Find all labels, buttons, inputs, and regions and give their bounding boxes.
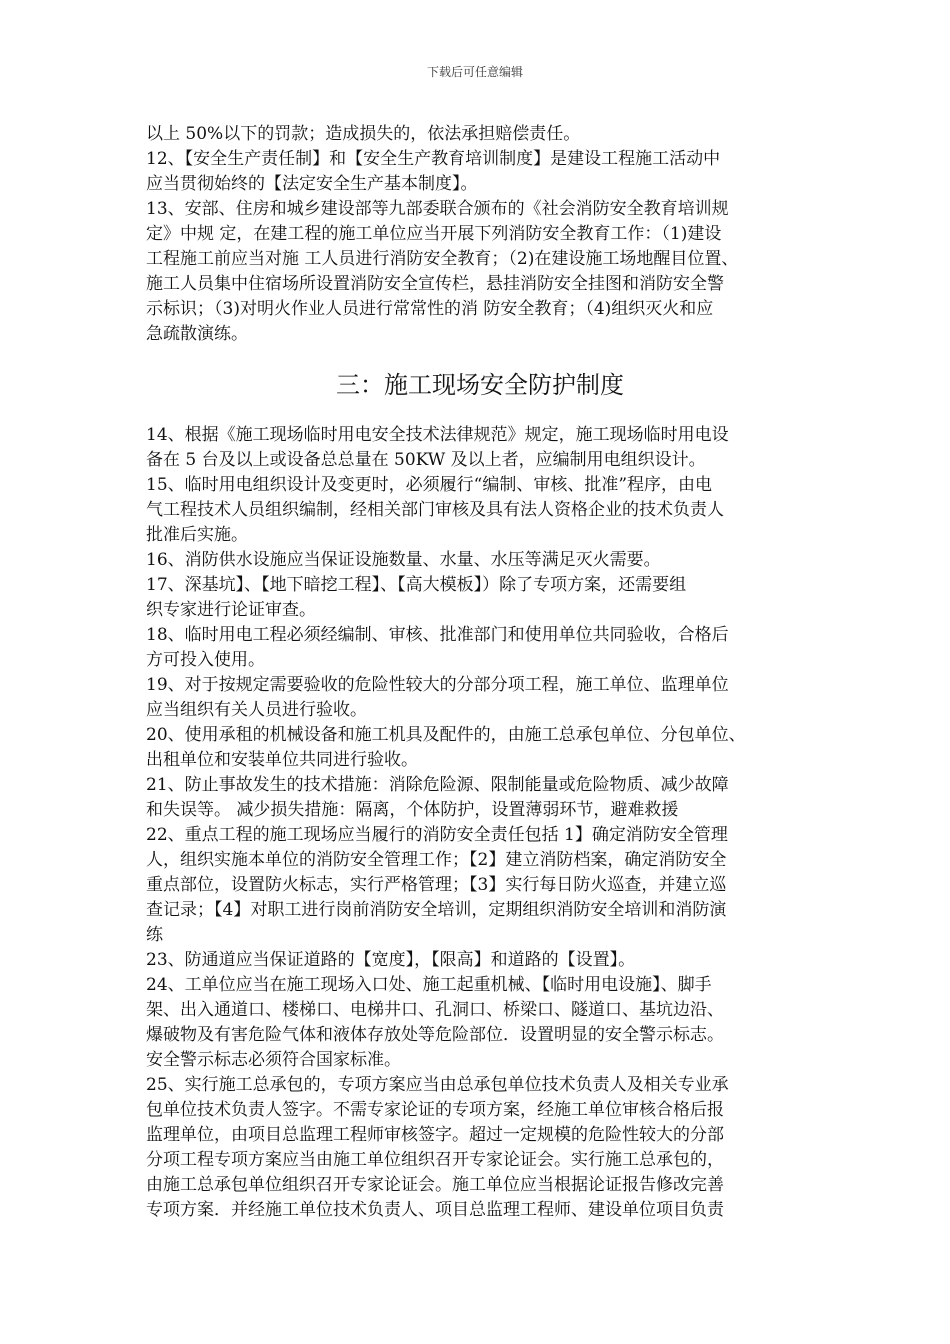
text-line: 急疏散演练。: [146, 324, 248, 344]
text-line: 18、临时用电工程必须经编制、审核、批准部门和使用单位共同验收，合格后: [146, 625, 729, 645]
text-line: 16、消防供水设施应当保证设施数量、水量、水压等满足灭火需要。: [146, 550, 661, 570]
text-line: 施工人员集中住宿场所设置消防安全宣传栏，悬挂消防安全挂图和消防安全警: [146, 274, 724, 294]
text-line: 12、【安全生产责任制】和【安全生产教育培训制度】是建设工程施工活动中: [146, 149, 721, 169]
header-note: 下载后可任意编辑: [426, 65, 523, 79]
text-line: 21、防止事故发生的技术措施：消除危险源、限制能量或危险物质、减少故障: [146, 775, 729, 795]
text-line: 应当组织有关人员进行验收。: [146, 700, 367, 720]
text-line: 包单位技术负责人签字。不需专家论证的专项方案，经施工单位审核合格后报: [146, 1100, 724, 1120]
text-line: 方可投入使用。: [146, 650, 265, 670]
text-line: 17、深基坑】、【地下暗挖工程】、【高大模板】）除了专项方案，还需要组: [146, 575, 687, 595]
text-line: 13、安部、住房和城乡建设部等九部委联合颁布的《社会消防安全教育培训规: [146, 199, 729, 219]
text-line: 和失误等。 减少损失措施：隔离，个体防护，设置薄弱环节，避难救援: [146, 800, 679, 820]
text-line: 分项工程专项方案应当由施工单位组织召开专家论证会。实行施工总承包的，: [146, 1150, 724, 1170]
section-title: 三：施工现场安全防护制度: [336, 371, 624, 399]
text-line: 织专家进行论证审查。: [146, 600, 316, 620]
text-line: 20、使用承租的机械设备和施工机具及配件的，由施工总承包单位、分包单位、: [146, 725, 746, 745]
text-line: 23、防通道应当保证道路的【宽度】，【限高】和道路的【设置】。: [146, 950, 636, 970]
text-line: 24、工单位应当在施工现场入口处、施工起重机械、【临时用电设施】、脚手: [146, 975, 712, 995]
text-line: 工程施工前应当对施 工人员进行消防安全教育；（2)在建设施工场地醒目位置、: [146, 249, 739, 269]
text-line: 专项方案．并经施工单位技术负责人、项目总监理工程师、建设单位项目负责: [146, 1200, 724, 1220]
text-line: 气工程技术人员组织编制，经相关部门审核及具有法人资格企业的技术负责人: [146, 500, 724, 520]
text-line: 架、出入通道口、楼梯口、电梯井口、孔洞口、桥梁口、隧道口、基坑边沿、: [146, 1000, 724, 1020]
paragraph-block-b: [146, 423, 826, 1223]
text-line: 14、根据《施工现场临时用电安全技术法律规范》规定，施工现场临时用电设: [146, 425, 729, 445]
text-line: 示标识；（3)对明火作业人员进行常常性的消 防安全教育；（4)组织灭火和应: [146, 299, 714, 319]
text-line: 监理单位，由项目总监理工程师审核签字。超过一定规模的危险性较大的分部: [146, 1125, 724, 1145]
text-line: 定》中规 定，在建工程的施工单位应当开展下列消防安全教育工作：（1)建设: [146, 224, 722, 244]
text-line: 查记录；【4】对职工进行岗前消防安全培训，定期组织消防安全培训和消防演: [146, 900, 727, 920]
text-line: 安全警示标志必须符合国家标准。: [146, 1050, 401, 1070]
text-line: 由施工总承包单位组织召开专家论证会。施工单位应当根据论证报告修改完善: [146, 1175, 724, 1195]
text-line: 批准后实施。: [146, 525, 248, 545]
text-line: 以上 50%以下的罚款；造成损失的，依法承担赔偿责任。: [146, 124, 581, 144]
text-line: 15、临时用电组织设计及变更时，必须履行“编制、审核、批准”程序，由电: [146, 475, 713, 495]
text-line: 22、重点工程的施工现场应当履行的消防安全责任包括 1】确定消防安全管理: [146, 825, 728, 845]
text-line: 人，组织实施本单位的消防安全管理工作；【2】建立消防档案，确定消防安全: [146, 850, 727, 870]
document-body: [146, 122, 826, 1223]
text-line: 重点部位，设置防火标志，实行严格管理；【3】实行每日防火巡查，并建立巡: [146, 875, 727, 895]
text-line: 应当贯彻始终的【法定安全生产基本制度】。: [146, 174, 478, 194]
text-line: 练: [146, 925, 163, 945]
text-line: 25、实行施工总承包的，专项方案应当由总承包单位技术负责人及相关专业承: [146, 1075, 729, 1095]
text-line: 备在 5 台及以上或设备总总量在 50KW 及以上者，应编制用电组织设计。: [146, 450, 706, 470]
text-line: 19、对于按规定需要验收的危险性较大的分部分项工程，施工单位、监理单位: [146, 675, 729, 695]
text-line: 爆破物及有害危险气体和液体存放处等危险部位．设置明显的安全警示标志。: [146, 1025, 724, 1045]
paragraph-block-a: [146, 122, 826, 347]
text-line: 出租单位和安装单位共同进行验收。: [146, 750, 418, 770]
